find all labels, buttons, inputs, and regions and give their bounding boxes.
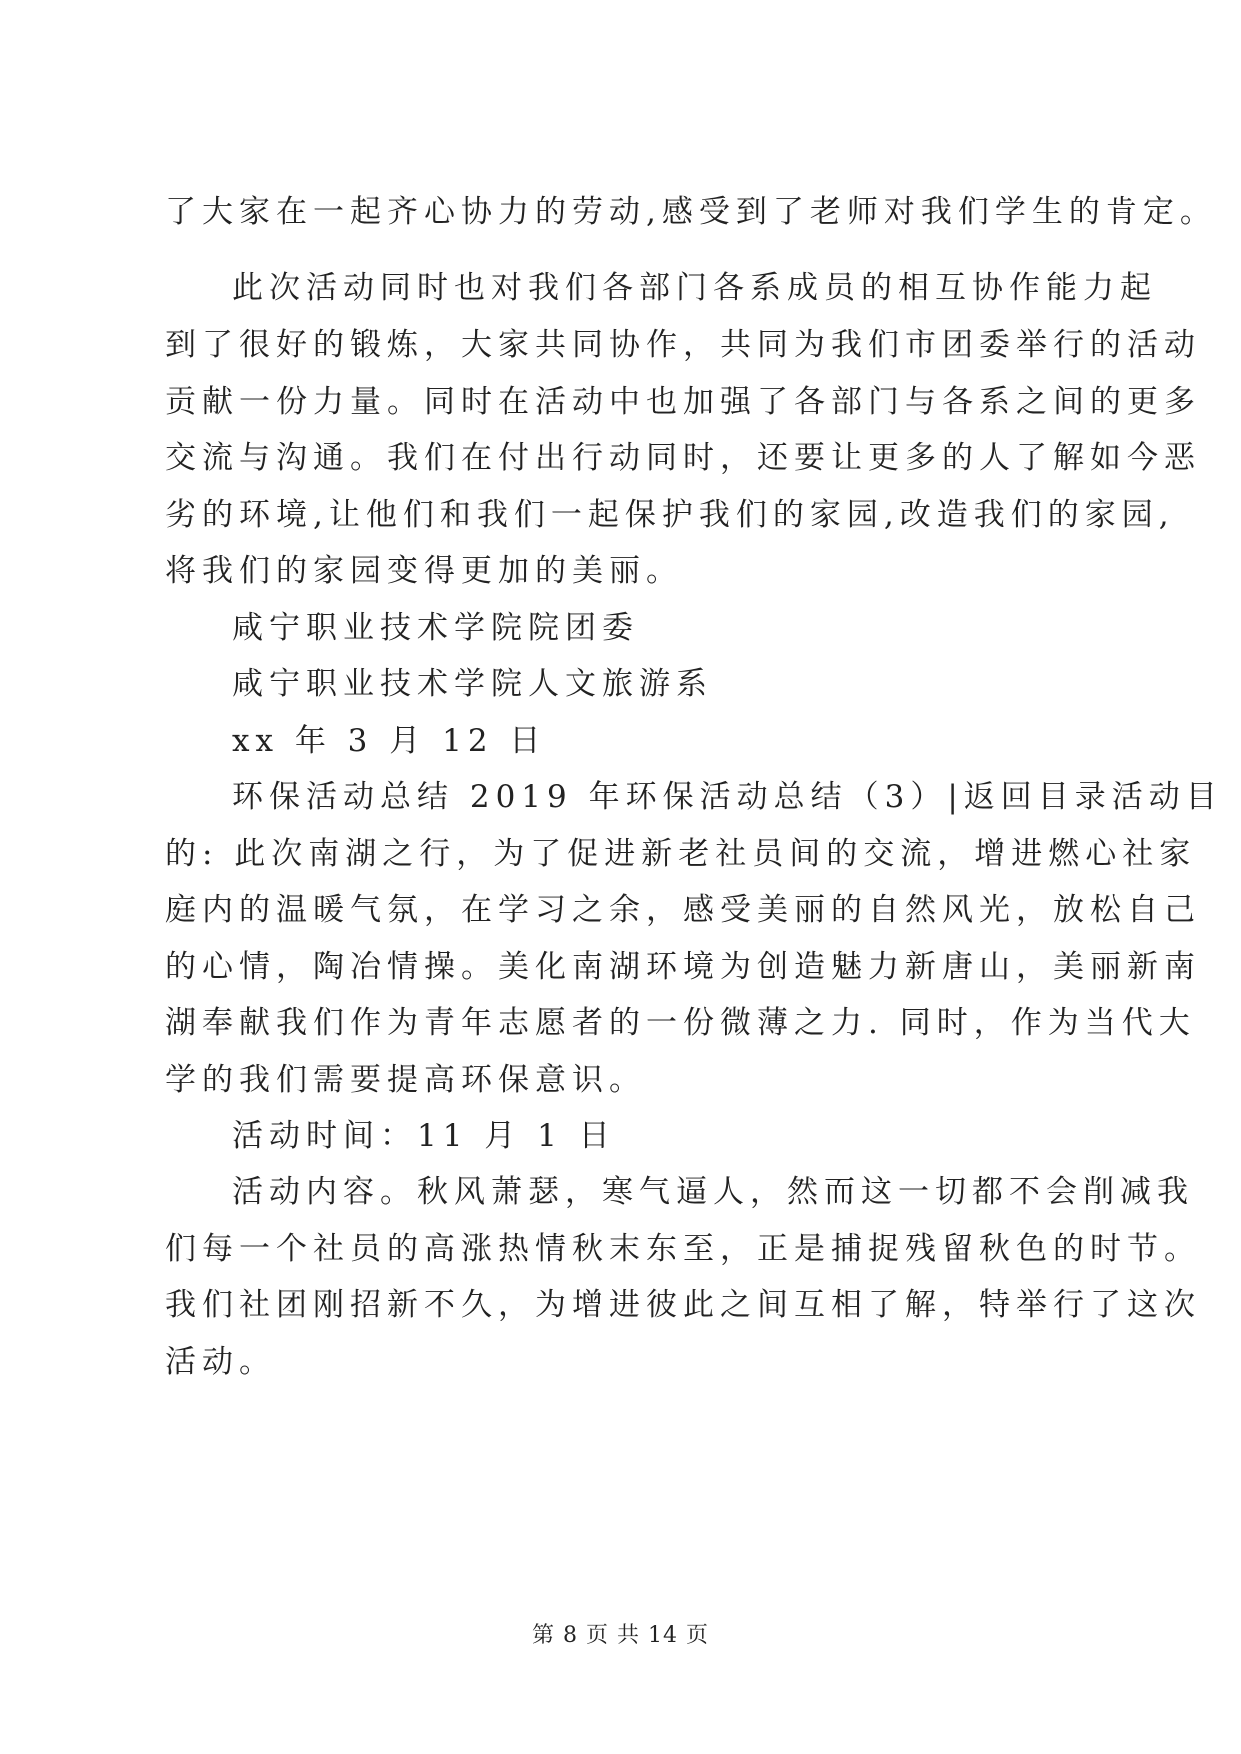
page-number: 第 8 页 共 14 页 bbox=[532, 1623, 709, 1648]
signature-dept: 咸宁职业技术学院人文旅游系 bbox=[232, 666, 713, 702]
text-line: 了大家在一起齐心协力的劳动,感受到了老师对我们学生的肯定。 bbox=[165, 194, 1217, 230]
text-line: 活动。 bbox=[165, 1344, 276, 1380]
signature-org: 咸宁职业技术学院院团委 bbox=[232, 610, 639, 646]
activity-time: 活动时间：11 月 1 日 bbox=[232, 1118, 616, 1154]
text-line: 交流与沟通。我们在付出行动同时，还要让更多的人了解如今恶 bbox=[165, 440, 1201, 476]
signature-date: xx 年 3 月 12 日 bbox=[232, 723, 547, 759]
text-line: 我们社团刚招新不久，为增进彼此之间互相了解，特举行了这次 bbox=[165, 1287, 1201, 1323]
text-line: 劣的环境,让他们和我们一起保护我们的家园,改造我们的家园, bbox=[165, 497, 1175, 533]
text-line: 庭内的温暖气氛，在学习之余，感受美丽的自然风光，放松自己 bbox=[165, 892, 1201, 928]
text-line: 环保活动总结 2019 年环保活动总结（3）|返回目录活动目 bbox=[232, 779, 1223, 815]
text-line: 湖奉献我们作为青年志愿者的一份微薄之力. 同时，作为当代大 bbox=[165, 1005, 1196, 1041]
text-line: 学的我们需要提高环保意识。 bbox=[165, 1062, 646, 1098]
text-line: 活动内容。秋风萧瑟，寒气逼人，然而这一切都不会削减我 bbox=[232, 1174, 1194, 1210]
text-line: 们每一个社员的高涨热情秋末东至，正是捕捉残留秋色的时节。 bbox=[165, 1231, 1201, 1267]
text-line: 的: 此次南湖之行，为了促进新老社员间的交流，增进燃心社家 bbox=[165, 836, 1197, 872]
text-line: 到了很好的锻炼，大家共同协作，共同为我们市团委举行的活动 bbox=[165, 327, 1201, 363]
text-line: 将我们的家园变得更加的美丽。 bbox=[165, 553, 683, 589]
text-line: 此次活动同时也对我们各部门各系成员的相互协作能力起 bbox=[232, 270, 1157, 306]
text-line: 的心情，陶冶情操。美化南湖环境为创造魅力新唐山，美丽新南 bbox=[165, 949, 1201, 985]
text-line: 贡献一份力量。同时在活动中也加强了各部门与各系之间的更多 bbox=[165, 384, 1201, 420]
